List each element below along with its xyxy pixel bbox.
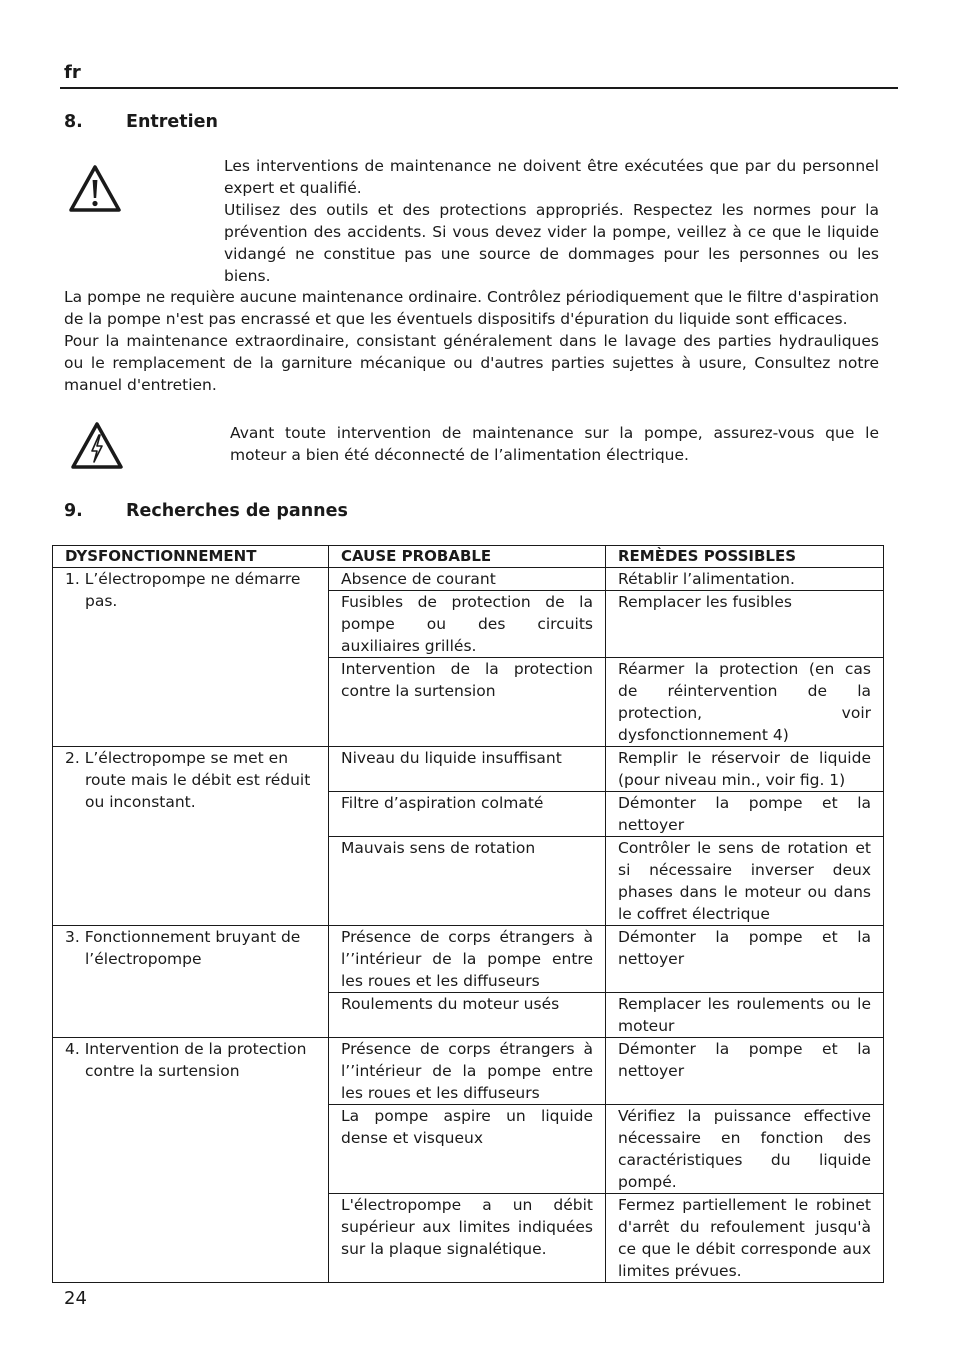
section-8-heading xyxy=(64,110,218,134)
electric-warning-block xyxy=(230,422,879,466)
remedy-cell: Démonter la pompe et la nettoyer xyxy=(606,792,884,837)
remedy-cell: Remplir le réservoir de liquide (pour niveau min., voir fig. 1) xyxy=(606,747,884,792)
general-warning-block xyxy=(224,155,879,287)
malfunction-4: 4. Intervention de la protection contre la surtension xyxy=(65,1040,307,1080)
maintenance-body-2: Pour la maintenance extraordinaire, consistant généralement dans le lavage des parties hydrauliques ou le remplacement de la garniture mécanique ou d'autres parties sujettes à usure, Consultez notre manuel d'entretien. xyxy=(64,332,879,394)
electric-warning-text: Avant toute intervention de maintenance sur la pompe, assurez-vous que le moteur a bien été déconnecté de l’alimentation électrique. xyxy=(230,424,879,464)
remedy-cell: Vérifiez la puissance effective nécessaire en fonction des caractéristiques du liquide pompé. xyxy=(606,1105,884,1194)
section-9-title: Recherches de pannes xyxy=(126,501,348,521)
cause-cell: La pompe aspire un liquide dense et visqueux xyxy=(329,1105,606,1194)
remedy-cell: Rétablir l’alimentation. xyxy=(606,568,884,591)
remedy-cell: Démonter la pompe et la nettoyer xyxy=(606,1038,884,1105)
cause-cell: Fusibles de protection de la pompe ou des circuits auxiliaires grillés. xyxy=(329,591,606,658)
remedy-cell: Remplacer les fusibles xyxy=(606,591,884,658)
warning-triangle-icon xyxy=(68,164,122,214)
warning-text-1: Les interventions de maintenance ne doivent être exécutées que par du personnel expert et qualifié. xyxy=(224,157,879,197)
cause-cell: Filtre d’aspiration colmaté xyxy=(329,792,606,837)
cause-cell: Niveau du liquide insuffisant xyxy=(329,747,606,792)
remedy-cell: Réarmer la protection (en cas de réintervention de la protection, voir dysfonctionnement 4) xyxy=(606,658,884,747)
malfunction-cell xyxy=(53,747,329,926)
table-row xyxy=(53,568,884,591)
cause-cell: L'électropompe a un débit supérieur aux limites indiquées sur la plaque signalétique. xyxy=(329,1194,606,1283)
remedy-cell: Démonter la pompe et la nettoyer xyxy=(606,926,884,993)
cause-cell: Intervention de la protection contre la surtension xyxy=(329,658,606,747)
header-malfunction: DYSFONCTIONNEMENT xyxy=(53,546,329,568)
malfunction-3: 3. Fonctionnement bruyant de l’électropompe xyxy=(65,928,301,968)
malfunction-cell xyxy=(53,1038,329,1283)
header-rule xyxy=(60,87,898,89)
cause-cell: Absence de courant xyxy=(329,568,606,591)
remedy-cell: Contrôler le sens de rotation et si nécessaire inverser deux phases dans le moteur ou dans le coffret électrique xyxy=(606,837,884,926)
section-8-number: 8. xyxy=(64,112,83,132)
malfunction-cell xyxy=(53,568,329,747)
maintenance-body-1: La pompe ne requière aucune maintenance ordinaire. Contrôlez périodiquement que le filtre d'aspiration de la pompe n'est pas encrassé et que les éventuels dispositifs d'épuration du liquide sont efficaces. xyxy=(64,288,879,328)
section-9-number: 9. xyxy=(64,501,83,521)
malfunction-cell xyxy=(53,926,329,1038)
language-code: fr xyxy=(64,62,81,83)
malfunction-2: 2. L’électropompe se met en route mais le débit est réduit ou inconstant. xyxy=(65,749,311,811)
section-8-title: Entretien xyxy=(126,112,218,132)
cause-cell: Mauvais sens de rotation xyxy=(329,837,606,926)
table-row xyxy=(53,747,884,792)
electric-hazard-icon xyxy=(70,421,124,471)
malfunction-1: 1. L’électropompe ne démarre pas. xyxy=(65,570,301,610)
table-row xyxy=(53,1038,884,1105)
section-9-heading xyxy=(64,499,348,523)
maintenance-body xyxy=(64,286,879,396)
page-number: 24 xyxy=(64,1288,87,1309)
table-header-row xyxy=(53,546,884,568)
cause-cell: Roulements du moteur usés xyxy=(329,993,606,1038)
cause-cell: Présence de corps étrangers à l’’intérieur de la pompe entre les roues et les diffuseurs xyxy=(329,1038,606,1105)
troubleshooting-table xyxy=(52,545,884,1283)
table-row xyxy=(53,926,884,993)
remedy-cell: Fermez partiellement le robinet d'arrêt du refoulement jusqu'à ce que le débit corresponde aux limites prévues. xyxy=(606,1194,884,1283)
cause-cell: Présence de corps étrangers à l’’intérieur de la pompe entre les roues et les diffuseurs xyxy=(329,926,606,993)
remedy-cell: Remplacer les roulements ou le moteur xyxy=(606,993,884,1038)
header-remedy: REMÈDES POSSIBLES xyxy=(606,546,884,568)
warning-text-2: Utilisez des outils et des protections appropriés. Respectez les normes pour la prévention des accidents. Si vous devez vider la pompe, veillez à ce que le liquide vidangé ne constitue pas une source de dommages pour les personnes ou les biens. xyxy=(224,201,879,285)
header-cause: CAUSE PROBABLE xyxy=(329,546,606,568)
